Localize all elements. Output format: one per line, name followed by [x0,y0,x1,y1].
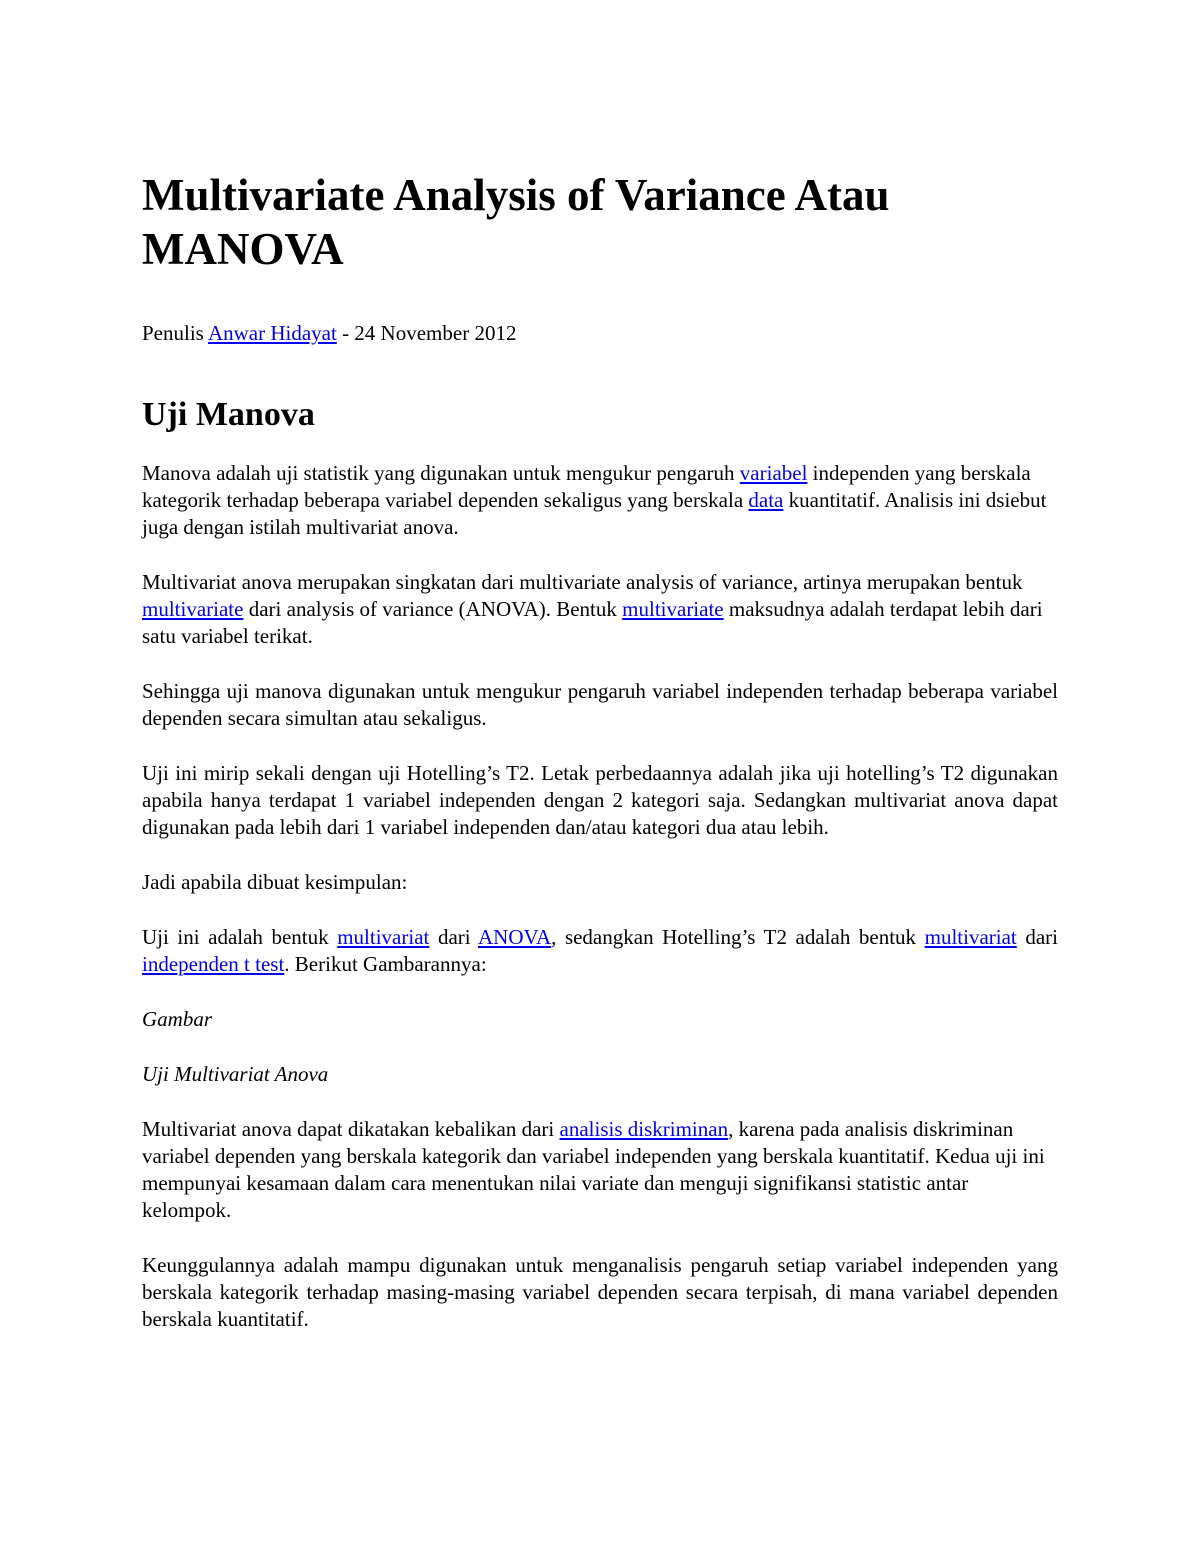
text-run: Multivariat anova dapat dikatakan kebalikan dari [142,1116,560,1141]
paragraph-2 [142,569,1058,650]
paragraph-10: Keunggulannya adalah mampu digunakan untuk menganalisis pengaruh setiap variabel independen yang berskala kategorik terhadap masing-masing variabel dependen secara terpisah, di mana variabel dependen berskala kuantitatif. [142,1252,1058,1331]
link-variabel[interactable]: variabel [739,460,808,485]
link-data[interactable]: data [748,487,784,512]
link-multivariat-2[interactable]: multivariat [924,924,1017,949]
link-multivariate-1[interactable]: multivariate [142,596,244,621]
text-run: dari [1016,924,1058,949]
link-analisis-diskriminan[interactable]: analisis diskriminan [559,1116,729,1141]
byline-date: - 24 November 2012 [336,321,517,345]
paragraph-1 [142,460,1058,541]
figure-caption-title: Uji Multivariat Anova [142,1061,329,1086]
text-run: kuantitatif. Analisis ini dsiebut juga dengan istilah multivariat anova. [142,487,1047,539]
paragraph-9 [142,1116,1058,1224]
page-title: Multivariate Analysis of Variance Atau MANOVA [142,170,890,274]
paragraph-5: Jadi apabila dibuat kesimpulan: [142,869,408,894]
text-run: independen yang berskala kategorik terhadap beberapa variabel dependen sekaligus yang berskala [142,460,1031,512]
text-run: Manova adalah uji statistik yang digunakan untuk mengukur pengaruh [142,460,740,485]
byline-prefix: Penulis [142,321,208,345]
byline [142,320,1058,347]
section-heading: Uji Manova [142,396,315,433]
author-link[interactable]: Anwar Hidayat [207,321,337,345]
text-run: dari analysis of variance (ANOVA). Bentuk [243,596,623,621]
document-page [142,168,1058,1333]
text-run: Multivariat anova merupakan singkatan dari multivariate analysis of variance, artinya merupakan bentuk [142,569,1023,594]
text-run: maksudnya adalah terdapat lebih dari satu variabel terikat. [142,596,1043,648]
text-run: . Berikut Gambarannya: [284,951,487,976]
link-independen-t-test[interactable]: independen t test [142,951,285,976]
paragraph-3: Sehingga uji manova digunakan untuk mengukur pengaruh variabel independen terhadap beberapa variabel dependen secara simultan atau sekaligus. [142,678,1058,730]
text-run: , karena pada analisis diskriminan variabel dependen yang berskala kategorik dan variabel independen yang berskala kuantitatif. Kedua uji ini mempunyai kesamaan dalam cara menentukan nilai variate dan menguji signifikansi statistic antar kelompok. [142,1116,1045,1222]
figure-caption-label: Gambar [142,1006,213,1031]
text-run: dari [429,924,478,949]
paragraph-6 [142,924,1058,978]
link-multivariate-2[interactable]: multivariate [622,596,724,621]
text-run: , sedangkan Hotelling’s T2 adalah bentuk [551,924,925,949]
paragraph-4: Uji ini mirip sekali dengan uji Hotelling’s T2. Letak perbedaannya adalah jika uji hotelling’s T2 digunakan apabila hanya terdapat 1 variabel independen dengan 2 kategori saja. Sedangkan multivariat anova dapat digunakan pada lebih dari 1 variabel independen dan/atau kategori dua atau lebih. [142,760,1058,839]
link-anova[interactable]: ANOVA [478,924,552,949]
text-run: Uji ini adalah bentuk [142,924,338,949]
link-multivariat-1[interactable]: multivariat [337,924,430,949]
